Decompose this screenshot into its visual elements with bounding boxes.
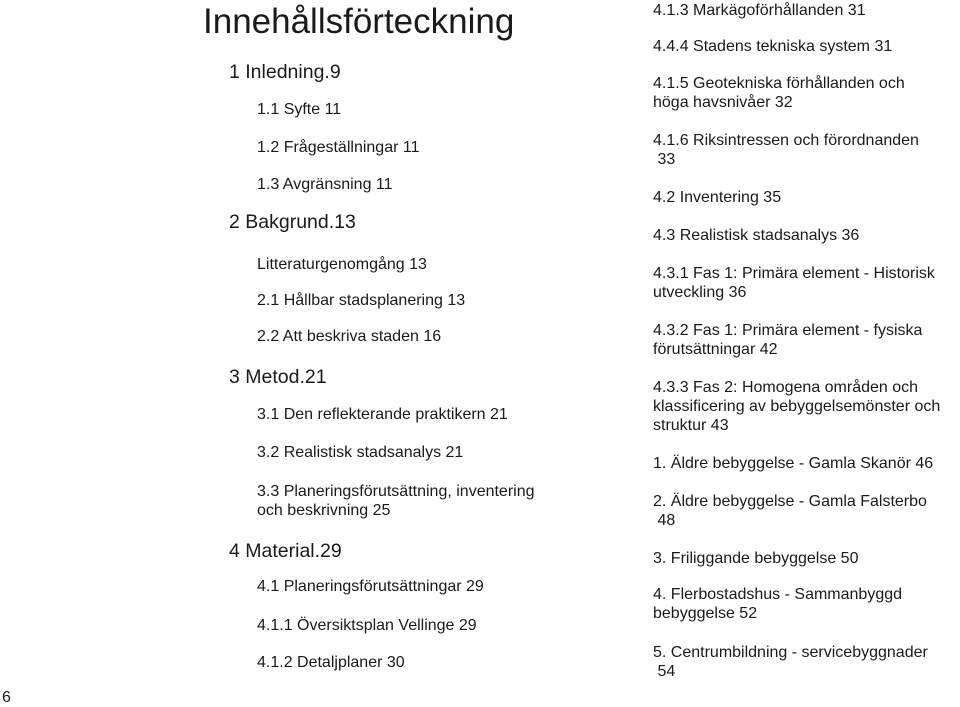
toc-entry-text: 3.1 Den reflekterande praktikern 21 [257, 406, 508, 423]
toc-entry [653, 321, 922, 359]
toc-entry-text: utveckling 36 [653, 284, 747, 301]
toc-entry-text: 33 [653, 151, 676, 168]
toc-entry-text: struktur 43 [653, 417, 729, 434]
toc-entry [229, 540, 342, 562]
toc-entry-text: 3. Friliggande bebyggelse 50 [653, 550, 859, 567]
toc-entry-text: 4.3.1 Fas 1: Primära element - Historisk [653, 265, 935, 282]
toc-entry [257, 443, 463, 462]
toc-entry [257, 616, 477, 635]
toc-entry [257, 255, 427, 274]
toc-entry [257, 482, 535, 520]
toc-entry-text: 4.4.4 Stadens tekniska system 31 [653, 38, 893, 55]
toc-entry-text: 4.1.6 Riksintressen och förordnanden [653, 132, 919, 149]
toc-entry-text: 4.1.3 Markägoförhållanden 31 [653, 2, 866, 19]
toc-entry [653, 378, 940, 435]
toc-entry-text: klassificering av bebyggelsemönster och [653, 398, 941, 415]
toc-entry [653, 226, 859, 245]
toc-entry [653, 188, 781, 207]
toc-entry [257, 175, 393, 194]
toc-entry [229, 366, 327, 388]
toc-entry [653, 264, 935, 302]
toc-entry-text: 5. Centrumbildning - servicebyggnader [653, 644, 928, 661]
toc-entry-text: 1.1 Syfte 11 [257, 101, 342, 118]
toc-entry-text: 2.2 Att beskriva staden 16 [257, 328, 442, 345]
toc-entry [229, 61, 341, 83]
toc-entry-text: 4.1 Planeringsförutsättningar 29 [257, 578, 484, 595]
toc-entry-text: 4.1.1 Översiktsplan Vellinge 29 [257, 617, 477, 634]
toc-entry-text: och beskrivning 25 [257, 502, 391, 519]
toc-entry-text: 1. Äldre bebyggelse - Gamla Skanör 46 [653, 455, 934, 472]
toc-entry [653, 37, 892, 56]
toc-entry [653, 549, 858, 568]
page-title: Innehållsförteckning [203, 2, 515, 41]
toc-entry-text: 1.3 Avgränsning 11 [257, 176, 393, 193]
toc-entry [653, 74, 905, 112]
toc-entry-text: förutsättningar 42 [653, 341, 778, 358]
toc-entry-text: 4.3.2 Fas 1: Primära element - fysiska [653, 322, 923, 339]
toc-entry-text: 2 Bakgrund.13 [229, 211, 356, 233]
toc-entry [257, 138, 419, 157]
toc-entry [653, 131, 919, 169]
toc-entry [653, 454, 933, 473]
toc-entry-text: bebyggelse 52 [653, 605, 758, 622]
toc-entry-text: 2. Äldre bebyggelse - Gamla Falsterbo [653, 493, 927, 510]
toc-entry-text: 54 [653, 663, 676, 680]
toc-entry [257, 405, 508, 424]
toc-entry-text: 4.3 Realistisk stadsanalys 36 [653, 227, 860, 244]
toc-entry [653, 492, 927, 530]
toc-entry-text: 48 [653, 512, 676, 529]
toc-entry-text: 1 Inledning.9 [229, 61, 341, 83]
toc-entry-text: 4.1.2 Detaljplaner 30 [257, 654, 405, 671]
toc-entry-text: 2.1 Hållbar stadsplanering 13 [257, 292, 466, 309]
toc-entry-text: Litteraturgenomgång 13 [257, 256, 427, 273]
toc-entry-text: 3 Metod.21 [229, 366, 327, 388]
toc-entry-text: 4 Material.29 [229, 540, 342, 562]
toc-entry [257, 100, 341, 119]
toc-entry [653, 643, 928, 681]
toc-entry-text: 4.2 Inventering 35 [653, 189, 782, 206]
toc-entry-text: 4. Flerbostadshus - Sammanbyggd [653, 586, 903, 603]
toc-entry-text: höga havsnivåer 32 [653, 94, 793, 111]
toc-entry [257, 291, 465, 310]
toc-entry-text: 1.2 Frågeställningar 11 [257, 139, 420, 156]
toc-entry [653, 585, 902, 623]
toc-entry [257, 327, 441, 346]
toc-entry [257, 653, 405, 672]
toc-entry-text: 4.1.5 Geotekniska förhållanden och [653, 75, 905, 92]
toc-entry [229, 211, 356, 233]
toc-entry-text: 3.2 Realistisk stadsanalys 21 [257, 444, 464, 461]
toc-entry-text: 4.3.3 Fas 2: Homogena områden och [653, 379, 919, 396]
toc-entry [653, 1, 866, 20]
page-number: 6 [2, 689, 11, 706]
toc-entry-text: 3.3 Planeringsförutsättning, inventering [257, 483, 535, 500]
toc-entry [257, 577, 484, 596]
